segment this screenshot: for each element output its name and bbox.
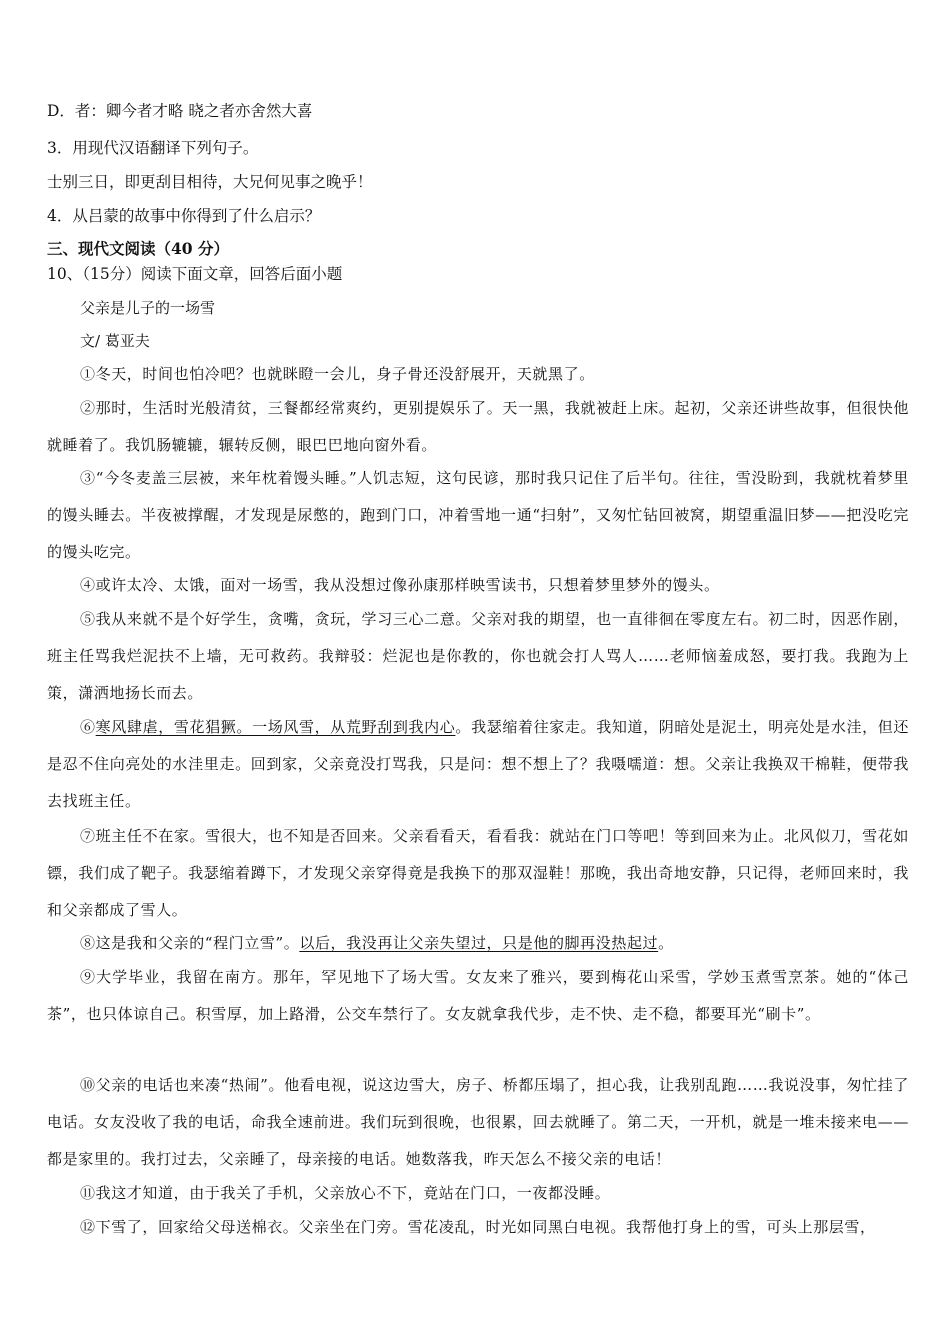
- paragraph-1: ①冬天，时间也怕冷吧？也就眯瞪一会儿，身子骨还没舒展开，天就黑了。: [80, 365, 595, 383]
- paragraph-12: ⑫下雪了，回家给父母送棉衣。父亲坐在门旁。雪花凌乱，时光如同黑白电视。我帮他打身上的雪，可头上那层雪，: [80, 1218, 876, 1236]
- paragraph-9: ⑨大学毕业，我留在南方。那年，罕见地下了场大雪。女友来了雅兴，要到梅花山采雪，学妙玉煮雪烹茶。她的“体己茶”，也只体谅自己。积雪厚，加上路滑，公交车禁行了。女友就拿我代步，走不快、走不稳，都要耳光“刷卡”。: [47, 968, 909, 1023]
- section-heading: 三、现代文阅读（40 分）: [47, 239, 229, 258]
- paragraph-8-lead: ⑧这是我和父亲的“程门立雪”。: [80, 934, 300, 952]
- option-d: D．者：卿今者才略 晓之者亦舍然大喜: [47, 102, 313, 120]
- paragraph-6: [47, 709, 909, 820]
- paragraph-2: ②那时，生活时光般清贫，三餐都经常爽约，更别提娱乐了。天一黑，我就被赶上床。起初，父亲还讲些故事，但很快他就睡着了。我饥肠辘辘，辗转反侧，眼巴巴地向窗外看。: [47, 399, 909, 454]
- paragraph-10: ⑩父亲的电话也来凑“热闹”。他看电视，说这边雪大，房子、桥都压塌了，担心我，让我别乱跑……我说没事，匆忙挂了电话。女友没收了我的电话，命我全速前进。我们玩到很晚，也很累，回去就睡了。第二天，一开机，就是一堆未接来电——都是家里的。我打过去，父亲睡了，母亲接的电话。她数落我，昨天怎么不接父亲的电话！: [47, 1076, 909, 1168]
- paragraph-6-number: ⑥: [80, 718, 96, 736]
- paragraph-5: ⑤我从来就不是个好学生，贪嘴，贪玩，学习三心二意。父亲对我的期望，也一直徘徊在零度左右。初二时，因恶作剧，班主任骂我烂泥扶不上墙，无可救药。我辩驳：烂泥也是你教的，你也就会打人骂人……老师恼羞成怒，要打我。我跑为上策，潇洒地扬长而去。: [47, 610, 909, 702]
- paragraph-8-underlined-sentence: 以后，我没再让父亲失望过，只是他的脚再没热起过: [299, 934, 659, 952]
- paragraph-8-end: 。: [658, 934, 674, 952]
- question-3: 3．用现代汉语翻译下列句子。: [47, 139, 259, 157]
- article-title: 父亲是儿子的一场雪: [80, 299, 216, 317]
- paragraph-11: ⑪我这才知道，由于我关了手机，父亲放心不下，竟站在门口，一夜都没睡。: [80, 1184, 611, 1202]
- question-3-sentence: 士别三日，即更刮目相待，大兄何见事之晚乎！: [47, 173, 373, 191]
- question-10-intro: 10、（15分）阅读下面文章，回答后面小题: [47, 265, 343, 283]
- paragraph-4: ④或许太冷、太饿，面对一场雪，我从没想过像孙康那样映雪读书，只想着梦里梦外的馒头。: [80, 576, 720, 594]
- paragraph-3: ③“今冬麦盖三层被，来年枕着馒头睡。”人饥志短，这句民谚，那时我只记住了后半句。往往，雪没盼到，我就枕着梦里的馒头睡去。半夜被撑醒，才发现是尿憋的，跑到门口，冲着雪地一通“扫射”，又匆忙钻回被窝，期望重温旧梦——把没吃完的馒头吃完。: [47, 469, 909, 561]
- paragraph-6-rest: 。我瑟缩着往家走。我知道，阴暗处是泥土，明亮处是水洼，但还是忍不住向亮处的水洼里走。回到家，父亲竟没打骂我，只是问：想不想上了？我嗫嚅道：想。父亲让我换双干棉鞋，便带我去找班主任。: [47, 718, 909, 810]
- paragraph-6-underlined-sentence: 寒风肆虐，雪花猖獗。一场风雪，从荒野刮到我内心: [95, 718, 456, 736]
- article-author: 文/ 葛亚夫: [80, 332, 150, 350]
- paragraph-7: ⑦班主任不在家。雪很大，也不知是否回来。父亲看看天，看看我：就站在门口等吧！等到回来为止。北风似刀，雪花如镖，我们成了靶子。我瑟缩着蹲下，才发现父亲穿得竟是我换下的那双湿鞋！那晚，我出奇地安静，只记得，老师回来时，我和父亲都成了雪人。: [47, 827, 909, 919]
- paragraph-8: [47, 925, 909, 962]
- question-4: 4．从吕蒙的故事中你得到了什么启示？: [47, 207, 321, 225]
